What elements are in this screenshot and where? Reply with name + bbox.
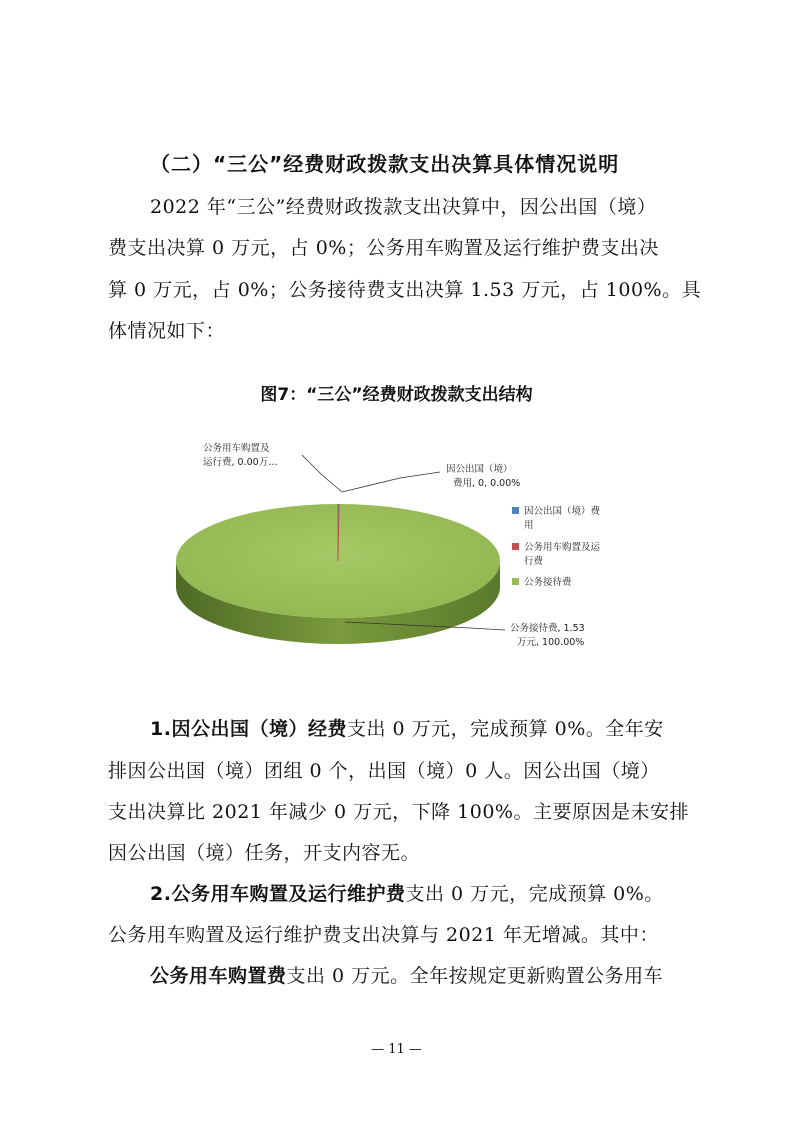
page-number: — 11 — [371, 1042, 422, 1057]
item3-title: 公务用车购置费 [150, 965, 287, 987]
item2-title: 2.公务用车购置及运行维护费 [150, 883, 406, 905]
pie-chart [0, 420, 793, 670]
section-heading: （二）“三公”经费财政拨款支出决算具体情况说明 [150, 152, 620, 176]
data-label-vehicle-line2: 运行费, 0.00万… [203, 457, 278, 468]
item2-line-1 [150, 879, 664, 906]
leader-line-vehicle [302, 455, 342, 492]
item2-line-1-rest: 支出 0 万元，完成预算 0%。 [405, 883, 664, 905]
data-label-abroad-line2: 费用, 0, 0.00% [453, 478, 521, 489]
legend-swatch-reception [512, 578, 519, 585]
item2-line-2: 公务用车购置及运行维护费支出决算与 2021 年无增减。其中： [108, 924, 659, 946]
data-label-reception-line2: 万元, 100.00% [517, 637, 585, 648]
chart-legend [512, 505, 601, 588]
intro-line-2: 费支出决算 0 万元，占 0%；公务用车购置及运行维护费支出决 [108, 237, 659, 259]
data-label-abroad-line1: 因公出国（境） [446, 464, 513, 475]
item1-line-3: 支出决算比 2021 年减少 0 万元，下降 100%。主要原因是未安排 [108, 801, 689, 823]
item1-line-1 [150, 714, 664, 741]
legend-label-reception-line1: 公务接待费 [524, 577, 572, 588]
data-label-vehicle-line1: 公务用车购置及 [203, 443, 270, 454]
item3-line-1-rest: 支出 0 万元。全年按规定更新购置公务用车 [286, 965, 664, 987]
legend-swatch-abroad [512, 507, 519, 514]
leader-line-abroad [342, 472, 440, 492]
chart-title: 图7：“三公”经费财政拨款支出结构 [260, 385, 533, 405]
intro-line-4: 体情况如下： [108, 320, 226, 342]
legend-label-abroad-line2: 用 [524, 520, 534, 531]
legend-label-vehicle-line1: 公务用车购置及运 [524, 542, 601, 553]
legend-label-abroad-line1: 因公出国（境）费 [524, 506, 601, 517]
item1-line-2: 排因公出国（境）团组 0 个，出国（境）0 人。因公出国（境） [108, 760, 660, 782]
intro-line-1: 2022 年“三公”经费财政拨款支出决算中，因公出国（境） [150, 196, 657, 218]
intro-line-3: 算 0 万元，占 0%；公务接待费支出决算 1.53 万元，占 100%。具 [108, 279, 702, 301]
item1-line-1-rest: 支出 0 万元，完成预算 0%。全年安 [346, 718, 664, 740]
item3-line-1 [150, 961, 663, 988]
legend-label-vehicle-line2: 行费 [524, 556, 544, 567]
item1-line-4: 因公出国（境）任务，开支内容无。 [108, 842, 421, 864]
legend-swatch-vehicle [512, 543, 519, 550]
data-label-reception-line1: 公务接待费, 1.53 [510, 623, 585, 634]
item1-title: 1.因公出国（境）经费 [150, 718, 347, 740]
